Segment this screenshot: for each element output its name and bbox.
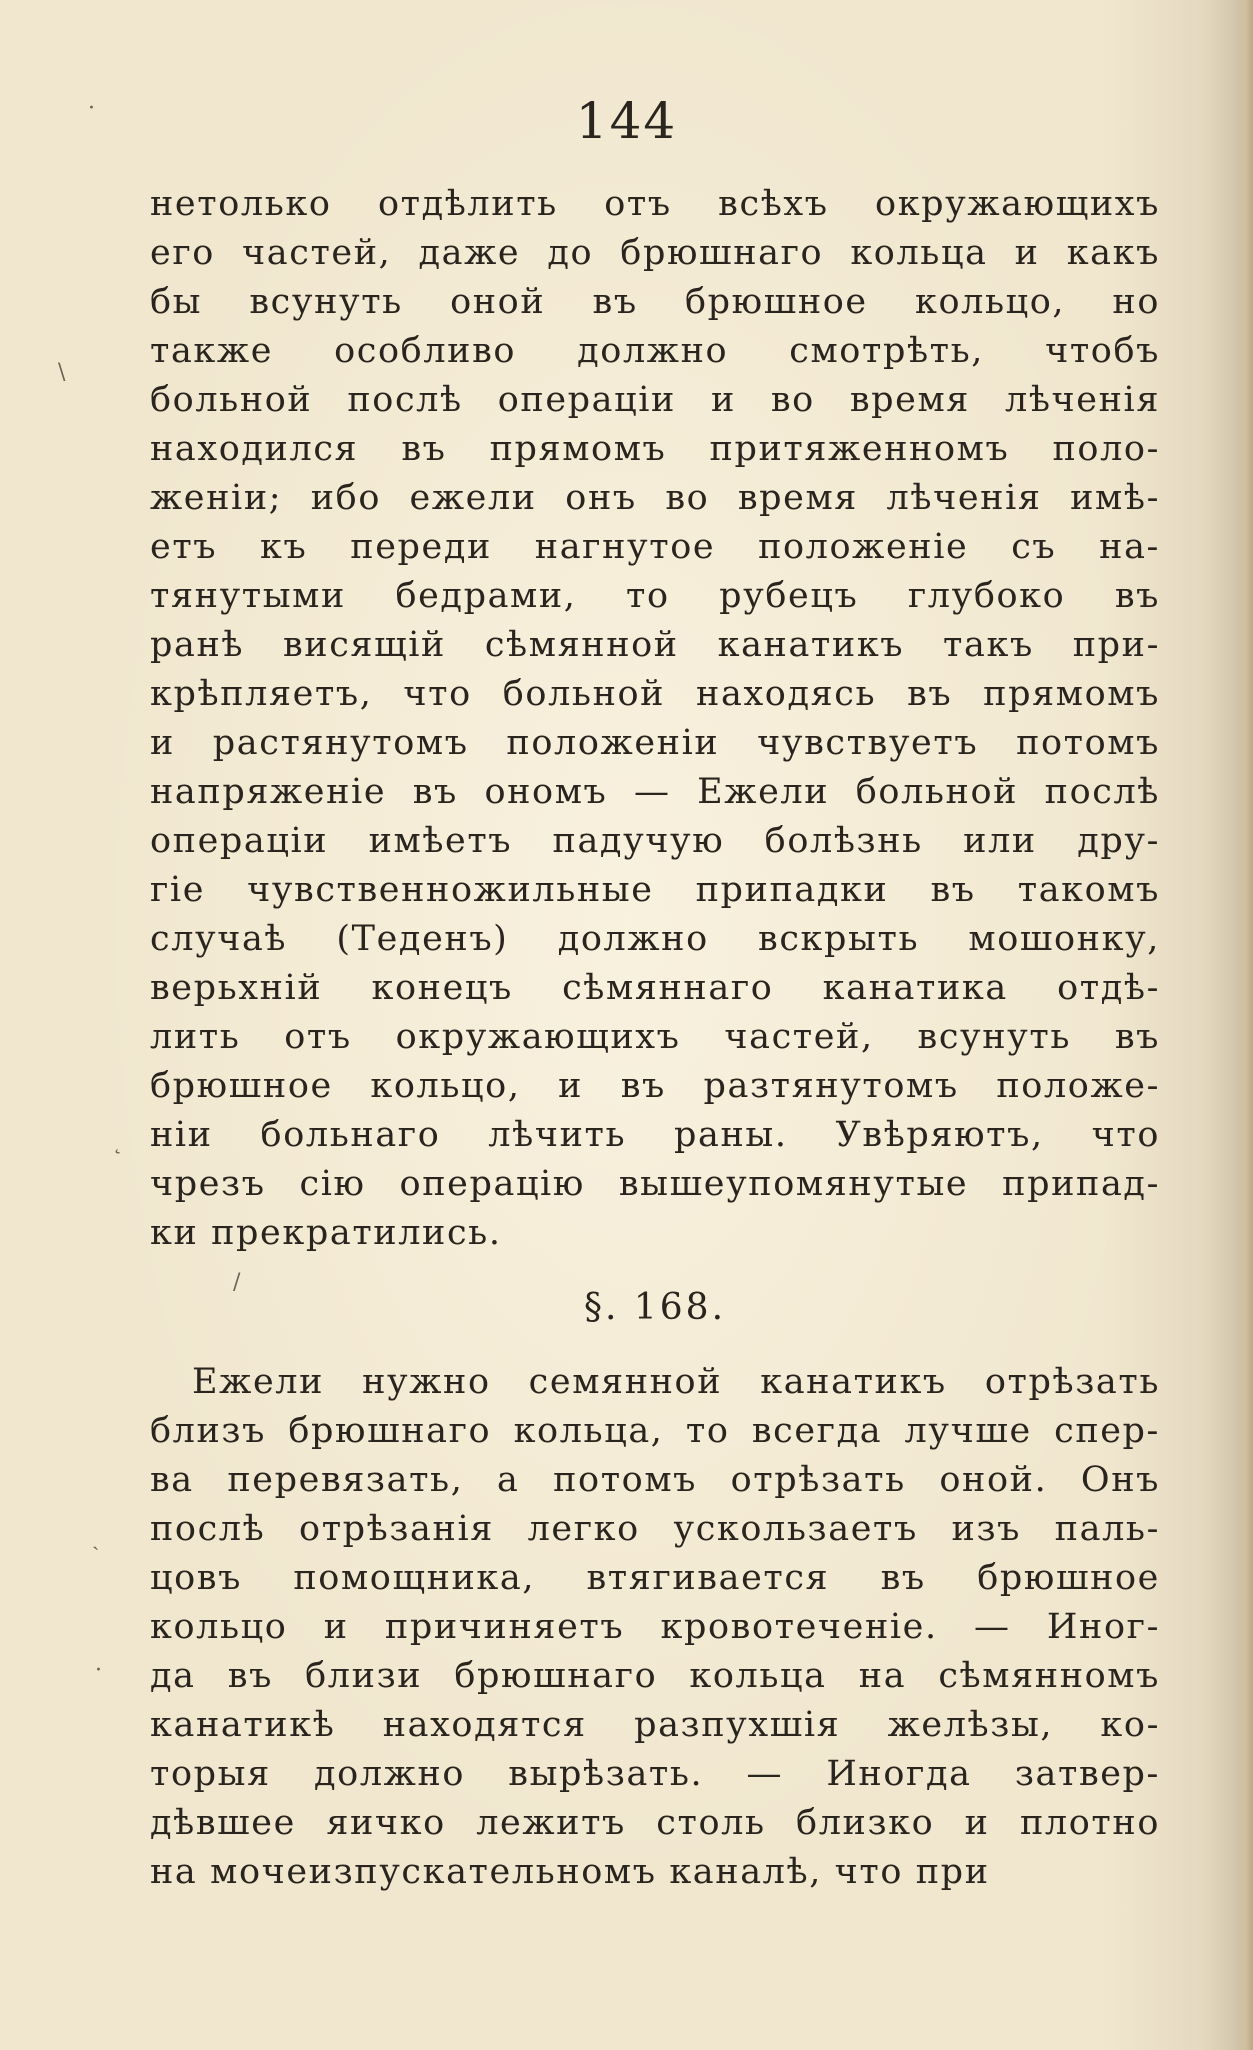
text-line: на мочеизпускательномъ каналѣ, что при (150, 1852, 990, 1892)
stray-mark: / (233, 1270, 241, 1295)
text-line: Ежели нужно семянной канатикъ отрѣзать (192, 1362, 1160, 1402)
text-line: близъ брюшнаго кольца, то всегда лучше спер- (150, 1411, 1160, 1451)
text-line: послѣ отрѣзанія легко ускользаетъ изъ паль- (150, 1509, 1160, 1549)
text-line: тянутыми бедрами, то рубецъ глубоко въ (150, 576, 1160, 616)
stray-mark: ˛ (112, 1130, 123, 1155)
text-line: брюшное кольцо, и въ разтянутомъ положе- (150, 1066, 1160, 1106)
text-line: кольцо и причиняетъ кровотеченіе. — Иног- (150, 1607, 1160, 1647)
text-line: да въ близи брюшнаго кольца на сѣмянномъ (150, 1656, 1160, 1696)
text-line: и растянутомъ положеніи чувствуетъ потомъ (150, 723, 1160, 763)
text-line: канатикѣ находятся разпухшія желѣзы, ко- (150, 1705, 1160, 1745)
page-edge-shadow (1235, 0, 1253, 2050)
text-line: случаѣ (Теденъ) должно вскрыть мошонку, (150, 919, 1160, 959)
text-line: цовъ помощника, втягивается въ брюшное (150, 1558, 1160, 1598)
page-number: 144 (575, 92, 678, 150)
stray-mark: · (95, 1658, 102, 1683)
stray-mark: \ (58, 360, 66, 385)
text-line: торыя должно вырѣзать. — Иногда затвер- (150, 1754, 1160, 1794)
stray-mark: · (88, 96, 95, 121)
text-line: его частей, даже до брюшнаго кольца и какъ (150, 233, 1160, 273)
text-line: крѣпляетъ, что больной находясь въ прямомъ (150, 674, 1160, 714)
text-line: напряженіе въ ономъ — Ежели больной послѣ (150, 772, 1160, 812)
text-line: ранѣ висящій сѣмянной канатикъ такъ при- (150, 625, 1160, 665)
text-line: верьхній конецъ сѣмяннаго канатика отдѣ- (150, 968, 1160, 1008)
body-text (150, 180, 1160, 1897)
text-line: женіи; ибо ежели онъ во время лѣченія имѣ- (150, 478, 1160, 518)
section-heading: §. 168. (583, 1287, 727, 1328)
paragraph (150, 180, 1160, 1258)
text-line: операціи имѣетъ падучую болѣзнь или дру- (150, 821, 1160, 861)
text-line: ки прекратились. (150, 1213, 502, 1253)
text-line: гіе чувственножильные припадки въ такомъ (150, 870, 1160, 910)
text-line: лить отъ окружающихъ частей, всунуть въ (150, 1017, 1160, 1057)
paragraph (150, 1358, 1160, 1897)
text-line: дѣвшее яичко лежитъ столь близко и плотно (150, 1803, 1160, 1843)
text-line: находился въ прямомъ притяженномъ поло- (150, 429, 1160, 469)
text-line: также особливо должно смотрѣть, чтобъ (150, 331, 1160, 371)
text-line: бы всунуть оной въ брюшное кольцо, но (150, 282, 1160, 322)
text-line: нетолько отдѣлить отъ всѣхъ окружающихъ (150, 184, 1160, 224)
stray-mark: ˎ (92, 1526, 100, 1551)
text-line: ва перевязать, а потомъ отрѣзать оной. Онъ (150, 1460, 1160, 1500)
text-line: ніи больнаго лѣчить раны. Увѣряютъ, что (150, 1115, 1160, 1155)
text-line: больной послѣ операціи и во время лѣченія (150, 380, 1160, 420)
text-line: чрезъ сію операцію вышеупомянутые припад- (150, 1164, 1160, 1204)
text-line: етъ къ переди нагнутое положеніе съ на- (150, 527, 1160, 567)
